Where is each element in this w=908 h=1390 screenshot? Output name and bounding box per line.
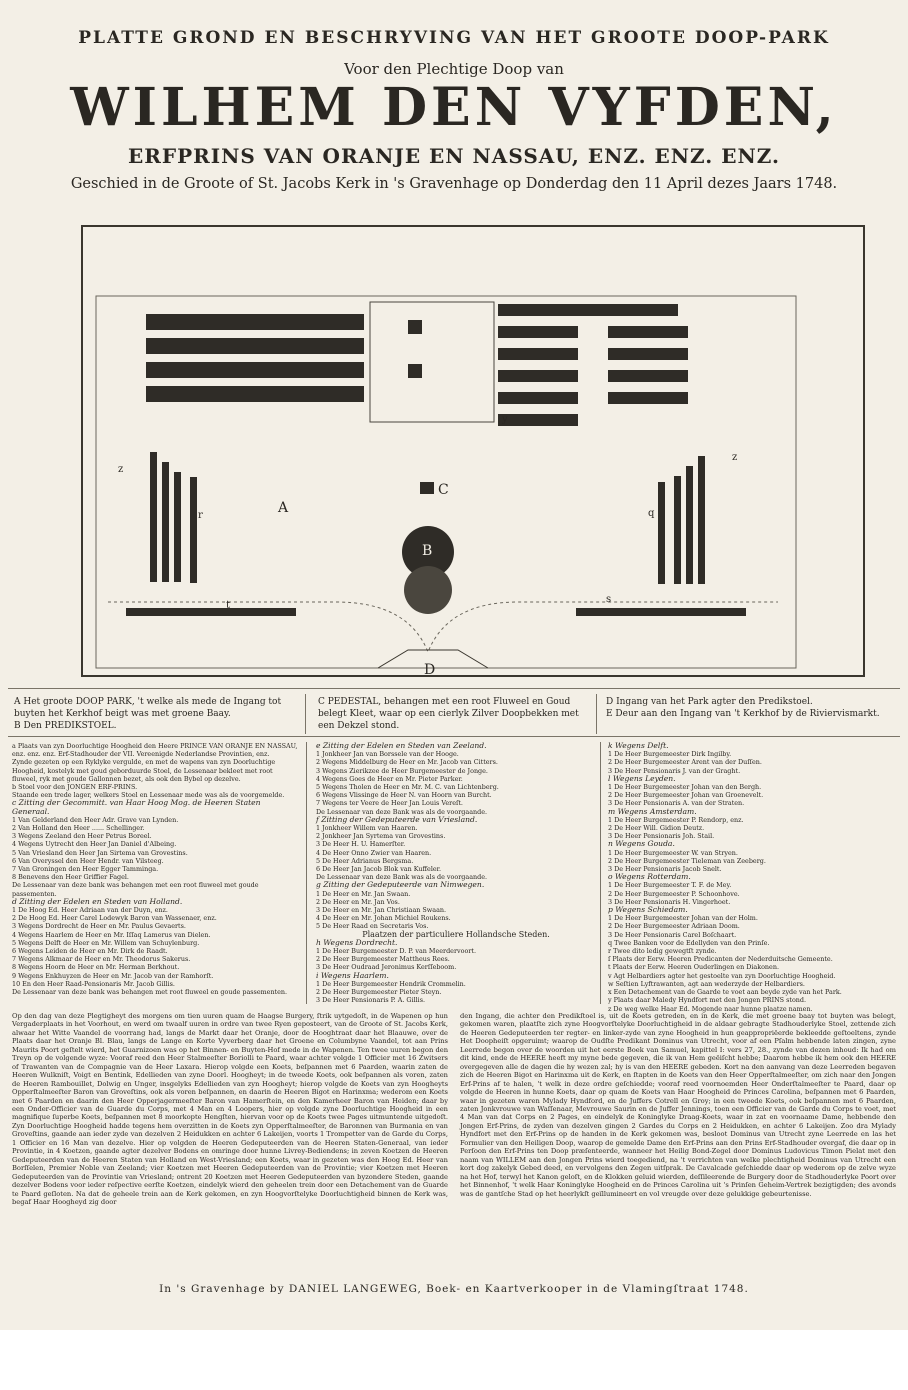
key-heading: g Zitting der Gedeputeerde van Nimwegen. xyxy=(316,880,485,890)
key-heading: c Zitting der Gecommitt. van Haar Hoog Mog. de Heeren Staten Generaal. xyxy=(12,798,261,816)
bench-t xyxy=(126,608,296,616)
key-line: 3 De Heer Pensionaris Carel Boſchaart. xyxy=(608,930,737,939)
key-line: t Plaats der Eerw. Heeren Ouderlingen en Diakonen. xyxy=(608,963,779,972)
key-line: b Stoel voor den JONGEN ERF-PRINS. xyxy=(12,783,138,792)
key-line: 2 De Heer Burgemeester Pieter Steyn. xyxy=(316,988,442,997)
title-line-5: Geschied in de Groote of St. Jacobs Kerk in 's Gravenhage op Donderdag den 11 April dezes Jaars 1748. xyxy=(70,176,838,192)
key-line: 1 De Heer Burgemeester Johan van den Bergh. xyxy=(608,783,762,792)
key-line: De Lessenaar van deze bank was behangen met root fluweel en goude passementen. xyxy=(12,988,288,997)
key-line: 1 De Heer Burgemeester W. van Stryen. xyxy=(608,848,738,857)
key-line: 4 De Heer Onno Zwier van Haaren. xyxy=(316,848,432,857)
key-line: 5 Wegens Delft de Heer en Mr. Willem van Schuylenburg. xyxy=(12,938,200,947)
key-line: 7 Wegens ter Veere de Heer Jan Louis Vereſt. xyxy=(316,799,463,808)
floor-plan xyxy=(78,222,868,680)
royal-seat-a xyxy=(408,320,422,334)
pulpit-base xyxy=(404,566,452,614)
key-line: 5 Wegens Tholen de Heer en Mr. M. C. van Lichtenberg. xyxy=(316,783,499,792)
key-line: 5 De Heer Raad en Secretaris Vos. xyxy=(316,922,429,931)
key-line: 6 Wegens Vlissinge de Heer N. van Hoorn van Burcht. xyxy=(316,791,492,800)
key-line: 3 De Heer H. U. Hamerſter. xyxy=(316,840,406,849)
key-line: z De weg welke Haar Ed. Mogende naar hunne plaatze namen. xyxy=(608,1004,813,1013)
key-line: 5 Van Vriesland den Heer Jan Sirtema van Grovestins. xyxy=(12,848,188,857)
plan-label-y: y xyxy=(502,414,508,425)
key-line: 1 De Heer Burgemeester T. F. de Mey. xyxy=(608,881,732,890)
key-line: 3 De Heer en Mr. Jan Christiaan Swaan. xyxy=(316,906,447,915)
key-line: 2 Van Holland den Heer ...... Schellinger. xyxy=(12,824,145,833)
key-line: 7 Van Groningen den Heer Egger Tamminga. xyxy=(12,865,159,874)
plan-label-q: q xyxy=(648,508,655,519)
legend-divider-1 xyxy=(305,694,306,734)
pedestal-c xyxy=(420,482,434,494)
key-line: 1 Jonkheer Willem van Haaren. xyxy=(316,824,418,833)
side-benches-left xyxy=(150,452,197,583)
legend-item-C: C PEDESTAL, behangen met een root Fluweel en Goud belegt Kleet, waar op een cierlyk Zilver Doopbekken met een Dekzel stond. xyxy=(318,697,579,731)
key-heading: m Wegens Amsterdam. xyxy=(608,806,697,816)
key-line: 3 De Heer Pensionaris J. van der Graght. xyxy=(608,766,741,775)
key-line: 4 Wegens Haarlem de Heer en Mr. Iſſaq Lamerus van Dielen. xyxy=(12,930,211,939)
key-line: 2 De Heer Burgemeester Arent van der Duſſen. xyxy=(608,758,762,767)
key-line: 3 De Heer Pensionaris A. van der Straten. xyxy=(608,799,745,808)
key-subheading: Plaatzen der particuliere Hollandsche Steden. xyxy=(362,929,550,939)
key-column-2 xyxy=(316,742,596,1005)
legend-item-D: D Ingang van het Park agter den Predikstoel. xyxy=(606,697,813,707)
key-line: 8 Wegens Hoorn de Heer en Mr. Herman Berkhout. xyxy=(12,963,180,972)
key-line: 3 De Heer Oudraad Jeronimus Kerſſeboom. xyxy=(316,963,457,972)
key-line: 3 De Heer Pensionaris P. A. Gillis. xyxy=(316,996,426,1005)
key-line: 1 De Heer Burgemeester Hendrik Crommelin. xyxy=(316,979,466,988)
key-line: 2 De Heer Burgemeester Adriaan Doom. xyxy=(608,922,740,931)
key-line: 2 Jonkheer Jan Syrtema van Grovestins. xyxy=(316,832,446,841)
key-line: 1 Jonkheer Jan van Borssele van der Hooge. xyxy=(316,750,459,759)
legend-col-3 xyxy=(606,696,896,720)
column-divider-1 xyxy=(306,742,307,1004)
side-benches-right xyxy=(658,456,705,584)
key-line: 3 Wegens Zeeland den Heer Petrus Boreel. xyxy=(12,832,152,841)
key-line: 2 De Hoog Ed. Heer Carel Lodewyk Baron van Wassenaer, enz. xyxy=(12,914,217,923)
key-heading: l Wegens Leyden. xyxy=(608,773,676,783)
plan-label-A: A xyxy=(278,500,289,516)
key-line: w Seſtien Lyftrawanten, agt aan wederzyde der Helbardiers. xyxy=(608,979,805,988)
key-line: 7 Wegens Alkmaar de Heer en Mr. Theodorus Sakerus. xyxy=(12,955,191,964)
key-line: 6 Van Overyssel den Heer Hendr. van Vilsteeg. xyxy=(12,856,164,865)
key-line: 1 De Heer en Mr. Jan Swaan. xyxy=(316,889,411,898)
narrative-right: den Ingang, die achter den Predikſtoel is, uit de Koets getreden, en in de Kerk, die met groene baay tot buyten was belegt, gekomen waren, plaatſte zich zyne Hoogvorſtelyke Doorluchtigheid in de aldaar gebragte Stadhouderlyke Stoel, zettende zich de Heeren Gedeputeerden ter regter- en linker-zyde van zyne Hoogheid in hun geappropriëerde bekleedde geſtoeltens, zynde Het Doopheiſt opgeruimt; waarop de Oudſte Predikant Dominus van Utrecht, voor af een Pſalm hebbende laten zingen, zyne Leerrede begon over de woorden uit het eerste Boek van Samuel, kapittel I: vers 27, 28., zynde van dezen inhoud: Ik had om dit kind, ende de HEERE heeft my myne bede gegeven, die ik van Hem geëiſcht hebbe; Daarom hebbe ik hem ook den HEERE overgegeven alle de dagen die hy wezen zal; hy is van den HEERE gebeden. Kort na den aanvang van deze Leerreden begaven zich de Heeren Bigot en Harinxma uit de Kerk, en ſtapten in de Koets van den Heer Opperſtalmeeſter, om zich naar den Jongen Erf-Prins af te halen, 't welk in deze ordre geſchiedde; vooraf reed voornoemden Heer Onderſtalmeeſter te Paard, daar op volgde de Heeren in hunne Koets, daar op quam de Koets van Haar Hoogheid de Princes Carolina, beſpannen met 6 Paarden, waar in gezeten waren Mylady Hyndford, en de Juffers Cotrell en Groy; in een tweede Koets, ook beſpannen met 6 Paarden, zaten Jonkvrouwe van Waſſenaar, Mevrouwe Saurin en de Juffer Jennings, toen een Officier van de Garde du Corps te voet, met 4 Man van dat Corps en 2 Pages, en eindelyk de Koninglyke Draag-Koets, waar in zat en voornaame Dame, hebbende den Jongen Erf-Prins, de zyden van dezelven gingen 2 Gardes du Corps en 2 Heidukken, en achter 6 Lakeijen. Zoo dra Mylady Hyndfort met den Erf-Prins op de handen in de Kerk gekomen was, besloot Dominus van Utrecht zyne Leerrede en las het Formulier van den Heiligen Doop, waarop de gemelde Dame den Erf-Prins aan den Prins Erf-Stadhouder overgaf, die daar op in Perſoon den Erf-Prins ten Doop præſenteerde, wanneer het Heilig Bond-Zegel door Dominus Ludovicus Timon Pielat met den naam van WILLEM aan den Jongen Prins wierd toegediend, na 't verrichten van welke plechtigheid Dominus van Utrecht een kort dog zakelyk Gebed deed, en vervolgens den Zegen uitſprak. De Cavalcade geſchiedde daar op wederom op de zelve wyze na het Hof, terwyl het Kanon geloſt, en de Klokken geluid wierden, deſſileerende de Burgery door de Stadhouderlyke Poort over het Binnenhof, 't welk Haar Koninglyke Hoogheid en de Princes Carolina uit 's Prinſen Geheim-Vertrek bezigtigden; des avonds was de gantſche Stad op het heerlykſt geïllumineert en vol vreugde over deze gelukkige gebeurtenisse. xyxy=(460,1012,896,1198)
key-line: Zynde gezeten op een Ryklyke vergulde, en met de wapens van zyn Doorluchtige Hoogheid, kostelyk met goud geborduurde Stoel, de Lessenaar bekleet met root fluweel, ryk met goude Gallonnen bezet, als ook den Bybel op dezelve. xyxy=(12,758,276,783)
bench-group-right xyxy=(498,304,688,426)
royal-box xyxy=(370,302,494,422)
key-line: 2 De Heer Will. Gidion Deutz. xyxy=(608,824,705,833)
plan-label-z-left: z xyxy=(118,464,124,475)
key-line: 2 De Heer Burgemeester P. Schoonhove. xyxy=(608,889,740,898)
title-line-4: ERFPRINS VAN ORANJE EN NASSAU, ENZ. ENZ. ENZ. xyxy=(128,144,780,168)
key-line: 1 De Heer Burgemeester Dirk Ingilby. xyxy=(608,750,732,759)
key-line: q Twee Banken voor de Edellyden van den Prinſe. xyxy=(608,938,770,947)
title-line-1: PLATTE GROND EN BESCHRYVING VAN HET GROOTE DOOP-PARK xyxy=(78,28,830,48)
key-line: 6 De Heer Jan Jacob Blok van Kuffeler. xyxy=(316,865,442,874)
legend-item-A: A Het groote DOOP PARK, 't welke als mede de Ingang tot buyten het Kerkhof beigt was met groene Baay. xyxy=(14,697,282,719)
key-line: 2 De Heer Burgemeester Tieleman van Zeeberg. xyxy=(608,856,766,865)
plan-label-C: C xyxy=(438,482,449,498)
legend-item-B: B Den PREDIKSTOEL. xyxy=(14,721,117,731)
column-divider-2 xyxy=(600,742,601,1004)
royal-seat-b xyxy=(408,364,422,378)
key-line: 1 De Heer Burgemeester P. Rendorp, enz. xyxy=(608,815,744,824)
legend-rule-top xyxy=(8,688,900,689)
key-line: 3 De Heer Pensionaris Joh. Stail. xyxy=(608,832,715,841)
plan-label-D: D xyxy=(424,662,436,678)
key-line: 4 De Heer en Mr. Johan Michiel Roukens. xyxy=(316,914,451,923)
bottom-strip xyxy=(0,1330,908,1390)
key-line: 2 Wegens Middelburg de Heer en Mr. Jacob van Citters. xyxy=(316,758,498,767)
legend-divider-2 xyxy=(596,694,597,734)
key-column-3 xyxy=(608,742,900,1013)
key-line: 3 De Heer Pensionaris Jacob Snelt. xyxy=(608,865,722,874)
key-line: 3 Wegens Zierikzee de Heer Burgemeester de Jonge. xyxy=(316,766,488,775)
title-name: WILHEM DEN VYFDEN, xyxy=(70,77,838,138)
key-line: 1 Van Gelderland den Heer Adr. Grave van Lynden. xyxy=(12,815,179,824)
key-heading: o Wegens Rotterdam. xyxy=(608,872,691,882)
key-line: 4 Wegens Uytrecht den Heer Jan Daniel d'Albeing. xyxy=(12,840,177,849)
key-line: 9 Wegens Enkhuyzen de Heer en Mr. Jacob van der Ramhorſt. xyxy=(12,971,214,980)
key-line: 1 De Hoog Ed. Heer Adriaan van der Duyn, enz. xyxy=(12,906,168,915)
key-line: De Lessenaar van deze Bank was als de voorgaande. xyxy=(316,807,488,816)
legend-item-E: E Deur aan den Ingang van 't Kerkhof by de Riviervismarkt. xyxy=(606,709,880,719)
key-line: 8 Benevens den Heer Griffier Fagel. xyxy=(12,873,129,882)
legend-col-1 xyxy=(14,696,284,732)
plan-label-z-right: z xyxy=(732,452,738,463)
key-heading: d Zitting der Edelen en Steden van Holland. xyxy=(12,896,183,906)
key-line: 10 En den Heer Raad-Pensionaris Mr. Jacob Gillis. xyxy=(12,979,175,988)
plan-label-B: B xyxy=(422,543,433,559)
imprint: In 's Gravenhage by DANIEL LANGEWEG, Boek- en Kaartverkooper in de Vlamingſtraat 1748. xyxy=(159,1283,749,1295)
bench-group-left xyxy=(146,314,364,402)
key-line: 2 De Heer en Mr. Jan Vos. xyxy=(316,897,400,906)
key-line: 3 De Heer Pensionaris H. Vingerhoet. xyxy=(608,897,731,906)
bench-s xyxy=(576,608,746,616)
key-column-1 xyxy=(12,742,300,996)
key-heading: n Wegens Gouda. xyxy=(608,839,675,849)
key-line: 1 De Heer Burgemeester Johan van der Holm. xyxy=(608,914,758,923)
key-line: 4 Wegens Goes de Heer en Mr. Pieter Parker. xyxy=(316,774,463,783)
legend-col-2 xyxy=(318,696,588,732)
key-line: v Agt Helbardiers agter het gestoelte van zyn Doorluchtige Hoogheid. xyxy=(608,971,836,980)
key-line: r Twee dito ledig gewegtſt zynde. xyxy=(608,947,717,956)
title-line-2: Voor den Plechtige Doop van xyxy=(344,60,564,78)
key-line: 2 De Heer Burgemeester Johan van Groenevelt. xyxy=(608,791,764,800)
key-line: 3 Wegens Dordrecht de Heer en Mr. Paulus Gevaerts. xyxy=(12,922,186,931)
key-line: ſ Plaats der Eerw. Heeren Predicanten der Nederduitsche Gemeente. xyxy=(608,955,833,964)
key-line: Staande een trede lager, welkers Stoel en Lessenaar mede was als de voorgemelde. xyxy=(12,791,285,800)
key-heading: h Wegens Dordrecht. xyxy=(316,937,398,947)
key-heading: p Wegens Schiedam. xyxy=(608,905,688,915)
key-line: 1 De Heer Burgemeester D. P. van Meerdervoort. xyxy=(316,947,476,956)
key-line: a Plaats van zyn Doorluchtige Hoogheid den Heere PRINCE VAN ORANJE EN NASSAU, enz. enz. enz. Erf-Stadhouder der VII. Vereenigde Nederlandse Provintien, enz. xyxy=(12,742,298,759)
key-line: 2 De Heer Burgemeester Mattheus Rees. xyxy=(316,955,450,964)
plan-label-t: t xyxy=(226,600,231,611)
key-heading: i Wegens Haarlem. xyxy=(316,970,389,980)
key-heading: e Zitting der Edelen en Steden van Zeeland. xyxy=(316,741,487,750)
key-heading: f Zitting der Gedeputeerde van Vriesland. xyxy=(316,814,478,824)
key-heading: k Wegens Delft. xyxy=(608,741,669,750)
plan-label-s: s xyxy=(606,594,612,605)
legend-rule-bottom xyxy=(8,736,900,737)
key-line: De Lessenaar van deze bank was behangen met een root fluweel met goude passementen. xyxy=(12,881,259,898)
key-line: 5 De Heer Adrianus Bergsma. xyxy=(316,856,414,865)
key-line: x Een Detachement van de Gaarde te voet aan beyde zyde van het Park. xyxy=(608,988,842,997)
key-line: De Lessenaar van deze Bank was als de voorgaande. xyxy=(316,873,488,882)
key-line: 6 Wegens Leiden de Heer en Mr. Dirk de Raadt. xyxy=(12,947,168,956)
key-line: y Plaats daar Maledy Hyndfort met den Jongen PRINS stond. xyxy=(608,996,807,1005)
plan-label-r: r xyxy=(198,510,203,521)
narrative-left: Op den dag van deze Plegtigheyt des morgens om tien uuren quam de Haagse Burgery, ſtrik uytgedoſt, in de Wapenen op hun Vergaderplaats in het Voorhout, en werd om twaalf uuren in ordre van twee Ryen geposteert, van de Groote of St. Jacobs Kerk, alwaar het Witte Vaandel de voorrang had, langs de Markt daar het Oranje, door de Hooghtraat daar het Blaauwe, over de Plaats daar het Oranje Bl. Blau, langs de Lange en Korte Vyverberg daar het Groene en Columbyne Vaandel, tot aan Prins Maurits Poort geſtelt wierd, het Guarnizoen was op het Binnen- en Buyten-Hof mede in de Wapenen. Ten twee uuren begon den Treyn op de volgende wyze: Vooraf reed den Heer Stalmeeſter Boriolli te Paard, waar achter volgde 1 Officier met 16 Zwitsers of Trawanten van de Compagnie van de Heer Laxara. Hierop volgde een Koets, beſpannen met 6 Paarden, waarin zaten de Heeren Wulkniſt, Voigt en Bentink, Edellieden van zyne Doorl. Hoogheyt; in de tweede Koets, ook beſpannen als voren, zaten de Heeren Rambouillet, Dolwig en Unger, insgelyks Edellieden van zyn Hoogheyt; hierop volgde de Koets van zyn Hoogheyts Opperſtalmeeſter Baron van Groveſtins, ook als voren beſpannen, en daarin de Heeren Bigot en Harinxma; wederom een Koets met 6 Paarden en daarin den Heer Opperjagermeeſter Baron van Hamerſtein, en den Kamerheer Baron van Heiden; daar by een Onder-Officier van de Guarde du Corps, met 4 Man en 4 Loopers, hier op volgde zyne Doorluchtige Hoogheid in een magnifique ſuperbe Koets, beſpannen met 8 moorkopte Hengſten, hiervan voor op de Koets twee Pages uitmuntende uitgedoſt. Zyn Doorluchtige Hoogheid hadde tegens hem overzitten in de Koets zyn Opperſtalmeeſter, de Baronnen van Burmania en van Groveſtins, gaande aan ieder zyde van dezelven 2 Heidukken en achter 6 Lakeijen, voorts 1 Trompetter van de Garde du Corps, 1 Officier en 16 Man van dezelve. Hier op volgden de Heeren Gedeputeerden van de Heeren Staten-Generaal, van ieder Provintie, in 4 Koetzen, gaande agter dezelver Bodens en omringe door hunne Livrey-Bediendens; in zeven Koetzen de Heeren Gedeputeerden van de Heeren Staten van Holland en West-Vriesland; een Koets, waar in gezeten was den Hoog Ed. Heer van Borſſelen, Premier Noble van Zeeland; vier Koetzen met Heeren Gedeputeerden van de Provintie; vier Koetzen met Heeren Gedeputeerden van de Provintie van Vriesland; ontrent 20 Koetzen met Heeren Gedeputeerden van byzondere Steden, gaande dezelver Bodens voor ieder reſpective eerſte Koetzen, eindelyk wierd den geheelen trein door een Detachement van de Guarde te Paard geſloten. Na dat de geheele trein aan de Kerk gekomen, en zyn Hoogvorſtelyke Doorluchtigheid binnen de Kerk was, begaf Haar Hoogheyd zig door xyxy=(12,1012,448,1206)
